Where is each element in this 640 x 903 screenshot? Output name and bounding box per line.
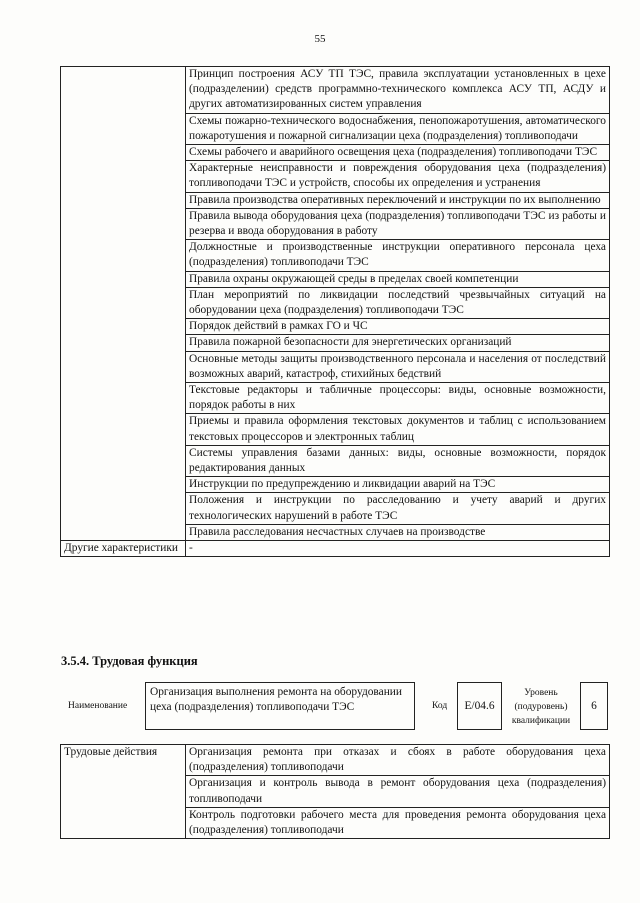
action-item: Организация ремонта при отказах и сбоях в работе оборудования цеха (подразделения) топливоподачи xyxy=(186,745,610,776)
knowledge-item: Должностные и производственные инструкции оперативного персонала цеха (подразделения) топливоподачи ТЭС xyxy=(186,240,610,271)
knowledge-item: Схемы рабочего и аварийного освещения цеха (подразделения) топливоподачи ТЭС xyxy=(186,145,610,161)
section-heading: 3.5.4. Трудовая функция xyxy=(61,654,198,668)
knowledge-item: Характерные неисправности и повреждения оборудования цеха (подразделения) топливоподачи ТЭС и устройств, способы их определения и устранения xyxy=(186,161,610,192)
knowledge-item: Системы управления базами данных: виды, основные возможности, порядок редактирования данных xyxy=(186,445,610,476)
table-row xyxy=(61,67,610,114)
action-item: Организация и контроль вывода в ремонт оборудования цеха (подразделения) топливоподачи xyxy=(186,776,610,807)
knowledge-item: Правила расследования несчастных случаев на производстве xyxy=(186,524,610,540)
knowledge-item: Текстовые редакторы и табличные процессоры: виды, основные возможности, порядок работы в них xyxy=(186,383,610,414)
function-level: 6 xyxy=(580,682,608,730)
knowledge-item: Правила пожарной безопасности для энергетических организаций xyxy=(186,335,610,351)
code-label: Код xyxy=(432,701,448,711)
knowledge-item: Положения и инструкции по расследованию и учету аварий и других технологических нарушений в работе ТЭС xyxy=(186,493,610,524)
knowledge-item: Схемы пожарно-технического водоснабжения, пенопожаротушения, автоматического пожаротушения и пожарной сигнализации цеха (подразделения) топливоподачи xyxy=(186,113,610,144)
level-label: Уровень (подуровень) квалификации xyxy=(511,688,571,726)
knowledge-item: Принцип построения АСУ ТП ТЭС, правила эксплуатации установленных в цехе (подразделении) средств программно-технического комплекса АСУ ТП, АСДУ и других автоматизированных систем управления xyxy=(186,67,610,114)
page-number: 55 xyxy=(314,33,326,45)
actions-table xyxy=(60,744,610,839)
knowledge-item: Правила производства оперативных переключений и инструкции по их выполнению xyxy=(186,192,610,208)
knowledge-label-cell xyxy=(61,67,186,541)
name-label: Наименование xyxy=(68,701,128,711)
knowledge-item: Правила охраны окружающей среды в пределах своей компетенции xyxy=(186,271,610,287)
other-characteristics-label: Другие характеристики xyxy=(61,541,186,557)
table-row xyxy=(61,541,610,557)
other-characteristics-value: - xyxy=(186,541,610,557)
knowledge-table xyxy=(60,66,610,557)
function-code: E/04.6 xyxy=(457,682,502,730)
function-name: Организация выполнения ремонта на оборудовании цеха (подразделения) топливоподачи ТЭС xyxy=(145,682,415,730)
knowledge-item: План мероприятий по ликвидации последствий чрезвычайных ситуаций на оборудовании цеха (подразделения) топливоподачи ТЭС xyxy=(186,287,610,318)
knowledge-item: Правила вывода оборудования цеха (подразделения) топливоподачи ТЭС из работы и резерва и ввода оборудования в работу xyxy=(186,208,610,239)
actions-table-body xyxy=(61,745,610,839)
function-header xyxy=(60,678,610,738)
knowledge-item: Приемы и правила оформления текстовых документов и таблиц с использованием текстовых процессоров и электронных таблиц xyxy=(186,414,610,445)
table-row xyxy=(61,745,610,776)
actions-label: Трудовые действия xyxy=(61,745,186,839)
knowledge-item: Основные методы защиты производственного персонала и населения от последствий возможных аварий, катастроф, стихийных бедствий xyxy=(186,351,610,382)
action-item: Контроль подготовки рабочего места для проведения ремонта оборудования цеха (подразделения) топливоподачи xyxy=(186,807,610,838)
knowledge-table-body xyxy=(61,67,610,557)
knowledge-item: Порядок действий в рамках ГО и ЧС xyxy=(186,319,610,335)
knowledge-item: Инструкции по предупреждению и ликвидации аварий на ТЭС xyxy=(186,477,610,493)
